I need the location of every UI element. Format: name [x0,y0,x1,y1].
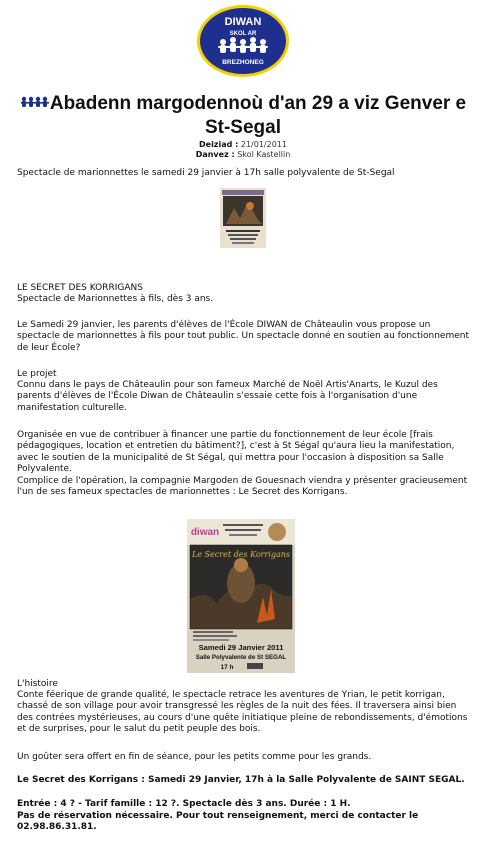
author-label: Danvez : [195,150,235,159]
date-label: Deiziad : [199,140,239,149]
projet-text: Connu dans le pays de Châteaulin pour son fameux Marché de Noël Artis'Anarts, le Kuzul des parents d'élèves de l'École Diwan de Châteaulin s'essaie cette fois à l'organisation d'une manifestation culturelle. [17,380,438,413]
poster-thumbnail[interactable] [220,188,266,248]
poster-date: Samedi 29 Janvier 2011 [198,643,284,652]
info-event: Le Secret des Korrigans : Samedi 29 Janvier, 17h à la Salle Polyvalente de SAINT SEGAL. [17,775,465,785]
poster-time: 17 h [220,664,234,671]
info-tarif: Entrée : 4 ? - Tarif famille : 12 ?. Spectacle dès 3 ans. Durée : 1 H. [17,799,351,809]
section-secret-heading: LE SECRET DES KORRIGANS [17,283,143,293]
intro-text: Spectacle de marionnettes le samedi 29 janvier à 17h salle polyvalente de St-Segal [17,168,395,178]
section-secret-sub: Spectacle de Marionnettes à fils, dès 3 ans. [17,294,214,304]
gouter-text: Un goûter sera offert en fin de séance, pour les petits comme pour les grands. [17,752,372,762]
children-figures-icon [20,96,50,110]
event-poster[interactable] [187,519,295,673]
page-title [10,92,476,140]
logo-text-bottom: BREZHONEG [222,59,264,66]
page-title-text: Abadenn margodennoù d'an 29 a viz Genver e St-Segal [49,93,467,138]
paragraph-organisation: Organisée en vue de contribuer à financer une partie du fonctionnement de leur école [frais pédagogiques, location et entretien du bâtiment?], c'est à St Ségal qu'aura lieu la manifestation, avec le soutien de la municipalité de St Ségal, qui mettra pour l'occasion à disposition sa Salle Polyvalente. [17,430,455,474]
date-value: 21/01/2011 [240,140,287,149]
author-value: Skol Kastellin [237,150,291,159]
poster-title: Le Secret des Korrigans [191,550,291,559]
author-line [0,150,486,160]
poster-venue: Salle Polyvalente de St SEGAL [195,654,287,661]
histoire-heading: L'histoire [17,679,58,689]
diwan-logo[interactable] [196,4,290,78]
logo-text-top: DIWAN [224,16,262,28]
histoire-text: Conte féerique de grande qualité, le spectacle retrace les aventures de Yrian, le petit korrigan, chassé de son village pour avoir transgressé les règles de la nuit des fées. Il traversera ainsi bien des contrées mystérieuses, au cours d'une quête initiatique pleine de rebondissements, d'émotions et de surprises, pour le salut du petit peuple des bois. [17,690,468,734]
poster-brand: diwan [190,527,220,538]
paragraph-complice: Complice de l'opération, la compagnie Margoden de Gouesnach viendra y présenter gracieusement l'un de ses fameux spectacles de marionnettes : Le Secret des Korrigans. [17,476,468,498]
projet-heading: Le projet [17,369,57,379]
date-line [0,140,486,150]
info-contact: Pas de réservation nécessaire. Pour tout renseignement, merci de contacter le 02.98.86.31.81. [17,811,419,833]
paragraph-intro: Le Samedi 29 janvier, les parents d'élèves de l'École DIWAN de Châteaulin vous propose un spectacle de marionnettes à fils pour tout public. Un spectacle donné en soutien au fonctionnement de leur École? [17,320,469,353]
logo-text-mid: SKOL AR [229,31,257,37]
